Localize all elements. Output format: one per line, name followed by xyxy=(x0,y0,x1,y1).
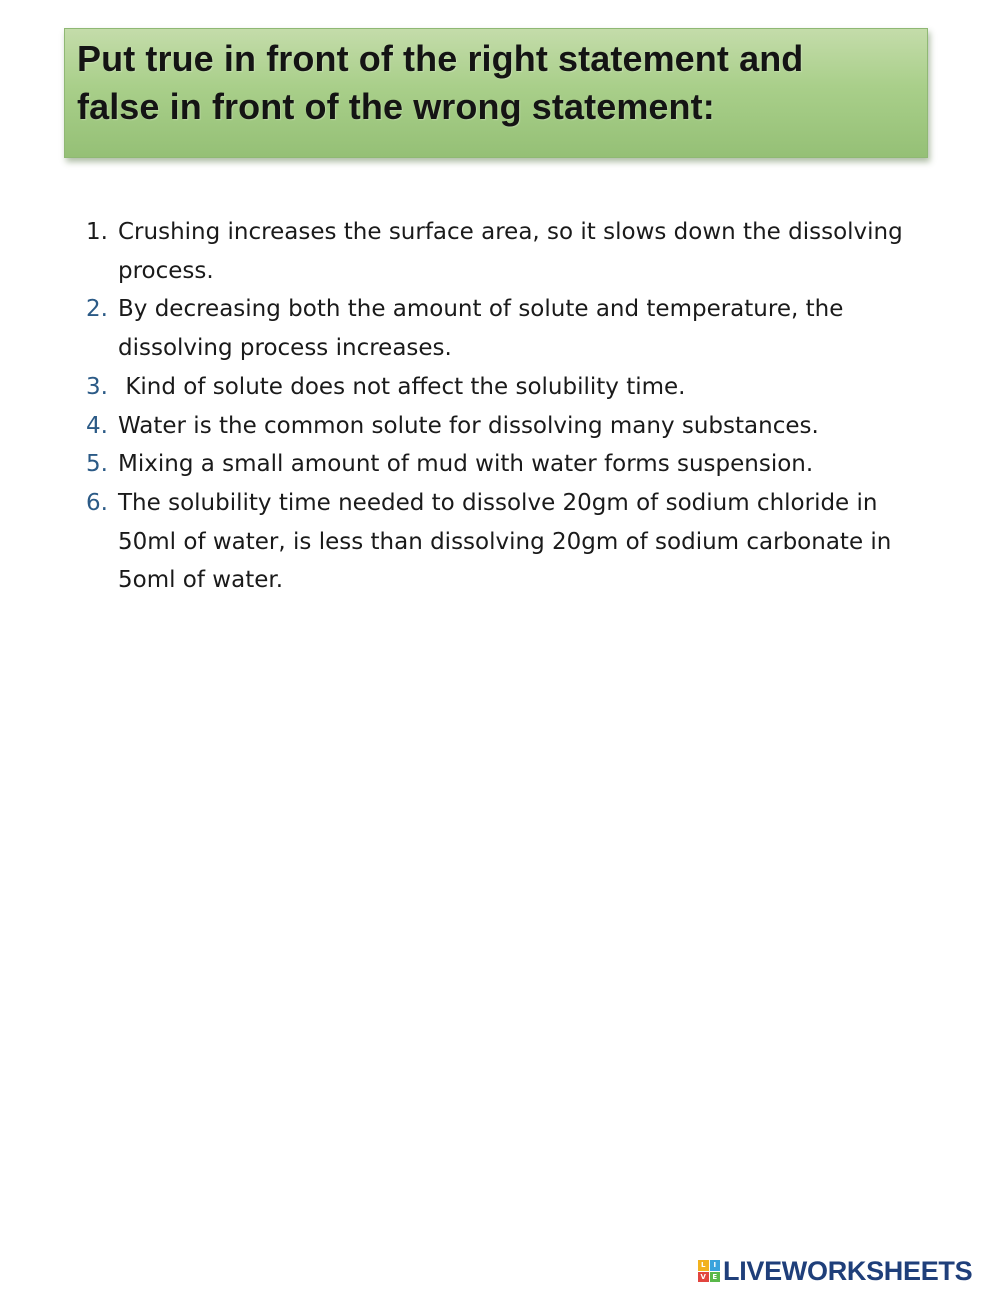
instructions-title xyxy=(77,35,917,131)
logo-mark-letter: I xyxy=(710,1260,721,1271)
statement-item xyxy=(86,484,936,600)
statement-number: 3. xyxy=(86,373,108,400)
statement-item xyxy=(86,290,936,367)
instructions-banner xyxy=(64,28,928,158)
statement-text: Water is the common solute for dissolving many substances. xyxy=(118,412,819,439)
statement-item xyxy=(86,407,936,446)
logo-wordmark: LIVEWORKSHEETS xyxy=(723,1255,973,1286)
instructions-line-2: false in front of the wrong statement: xyxy=(77,86,715,127)
statement-number: 1. xyxy=(86,219,108,245)
liveworksheets-logo-icon xyxy=(698,1260,720,1282)
statement-number: 5. xyxy=(86,451,108,478)
liveworksheets-logo xyxy=(698,1256,972,1286)
statement-item xyxy=(86,213,936,290)
instructions-line-1: Put true in front of the right statement and xyxy=(77,38,804,79)
statement-number: 2. xyxy=(86,296,108,323)
statement-text: Mixing a small amount of mud with water forms suspension. xyxy=(118,451,814,478)
statement-text: Kind of solute does not affect the solubility time. xyxy=(118,373,686,400)
statement-text: Crushing increases the surface area, so it slows down the dissolving process. xyxy=(118,219,903,284)
statement-number: 4. xyxy=(86,412,108,439)
statement-list xyxy=(86,213,936,600)
statement-item xyxy=(86,368,936,407)
logo-mark-letter: L xyxy=(698,1260,709,1271)
statement-item xyxy=(86,445,936,484)
statement-number: 6. xyxy=(86,489,108,516)
statement-text: By decreasing both the amount of solute and temperature, the dissolving process increases. xyxy=(118,296,844,362)
logo-mark-letter: V xyxy=(698,1272,709,1283)
logo-mark-letter: E xyxy=(710,1272,721,1283)
statement-text: The solubility time needed to dissolve 20gm of sodium chloride in 50ml of water, is less than dissolving 20gm of sodium carbonate in 5oml of water. xyxy=(118,489,892,594)
